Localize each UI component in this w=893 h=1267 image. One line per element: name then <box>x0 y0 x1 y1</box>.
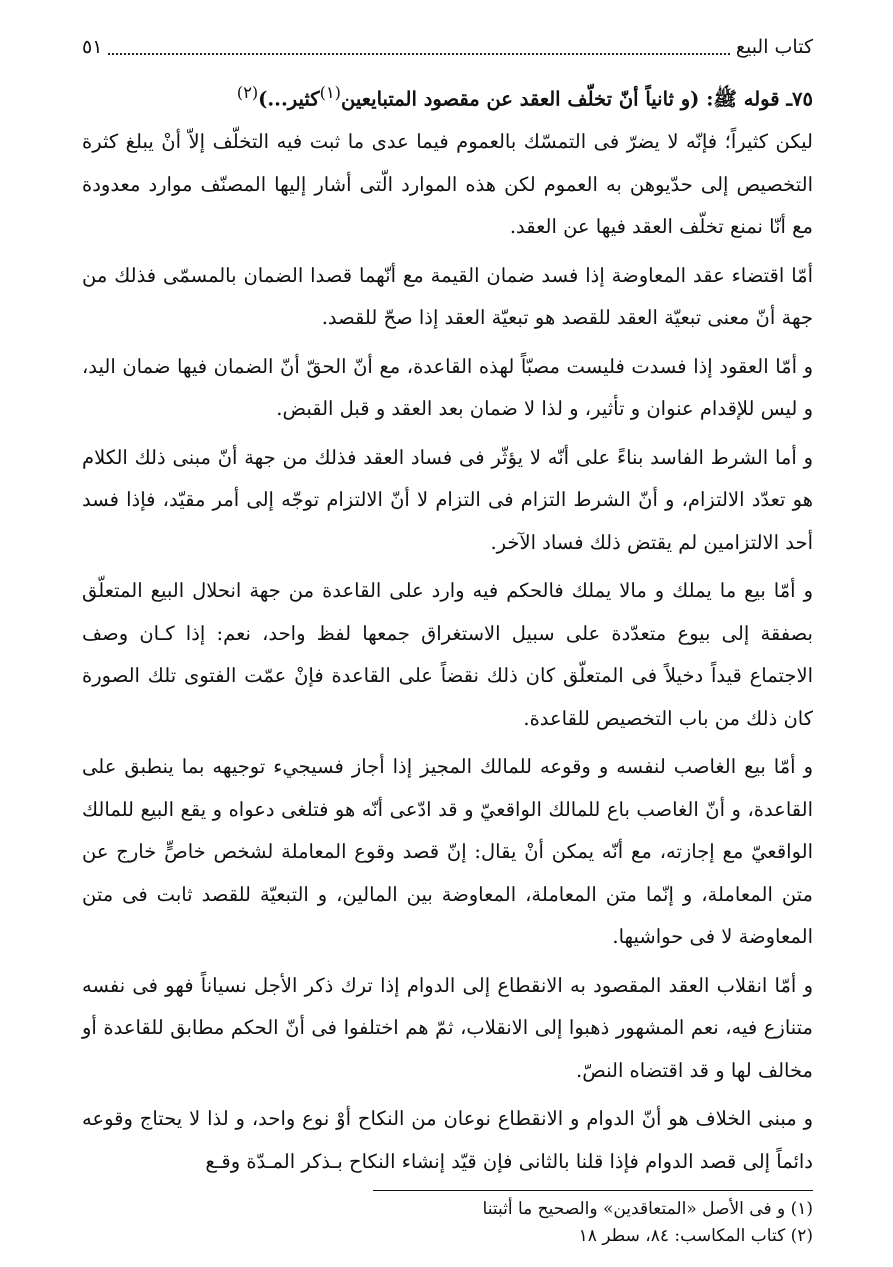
paragraph: و أمّا انقلاب العقد المقصود به الانقطاع إلى الدوام إذا ترك ذكر الأجل نسياناً فهو فى نفسه متنازع فيه، نعم المشهور ذهبوا إلى الانقلاب، ثمّ هم اختلفوا فى أنّ الحكم مطابق للقاعدة أو مخالف لها و قد اقتضاه النصّ. <box>82 973 813 1082</box>
paragraph: و أمّا بيع الغاصب لنفسه و وقوعه للمالك المجيز إذا أجاز فسيجيء توجيهه بما ينطبق على القاعدة، و أنّ الغاصب باع للمالك الواقعيّ و قد ادّعى أنّه هو فتلغى دعواه و يقع البيع للمالك الواقعيّ مع إجازته، مع أنّه يمكن أنْ يقال: إنّ قصد وقوع المعاملة لشخص خاصٍّ خارج عن متن المعاملة، و إنّما متن المعاملة، المعاوضة بين المالين، و التبعيّة للقصد ثابت فى متن المعاوضة لا فى حواشيها. <box>82 755 813 948</box>
paragraph: ليكن كثيراً؛ فإنّه لا يضرّ فى التمسّك بالعموم فيما عدى ما ثبت فيه التخلّف إلاّ أنْ يبلغ كثرة التخصيص إلى حدّيوهن به العموم لكن هذه الموارد الّتى أشار إليها المصنّف موارد معدودة مع أنّا نمنع تخلّف العقد فيها عن العقد. <box>82 130 813 238</box>
footnotes <box>253 1196 813 1250</box>
paragraph: و أمّا العقود إذا فسدت فليست مصبّاً لهذه القاعدة، مع أنّ الحقّ أنّ الضمان فيها ضمان اليد، و ليس للإقدام عنوان و تأثير، و لذا لا ضمان بعد العقد و قبل القبض. <box>82 354 813 420</box>
footnote-1: (١) و فى الأصل «المتعاقدين» والصحيح ما أثبتنا <box>482 1199 813 1219</box>
heading-text: ٧٥ـ قوله ﷺ: (و ثانياً أنّ تخلّف العقد عن مقصود المتبايعين <box>341 87 813 111</box>
footnote-ref-1: (١) <box>319 83 341 102</box>
running-header <box>82 30 813 64</box>
footnote-ref-2: (٢) <box>236 83 259 102</box>
paragraph: و مبنى الخلاف هو أنّ الدوام و الانقطاع نوعان من النكاح أوْ نوع واحد، و لذا لا يحتاج وقوعه دائماً إلى قصد الدوام فإذا قلنا بالثانى فإن قيّد إنشاء النكاح بـذكر المـدّة وقـع <box>82 1107 813 1173</box>
main-text <box>82 72 813 1189</box>
paragraph: و أمّا بيع ما يملك و مالا يملك فالحكم فيه وارد على القاعدة من جهة انحلال البيع المتعلّق بصفقة إلى بيوع متعدّدة على سبيل الاستغراق جمعها لفظ واحد، نعم: إذا كـان وصف الاجتماع قيداً دخيلاً فى المتعلّق كان ذلك نقضاً على القاعدة فإنْ عمّت الفتوى تلك الصورة كان ذلك من باب التخصيص للقاعدة. <box>82 579 813 730</box>
page-number: ٥١ <box>82 36 103 58</box>
book-title: كتاب البيع <box>735 36 813 58</box>
paragraph: و أما الشرط الفاسد بناءً على أنّه لا يؤثّر فى فساد العقد فذلك من جهة أنّ مبنى ذلك الكلام هو تعدّد الالتزام، و أنّ الشرط التزام فى التزام لا أنّ الالتزام توجّه إلى أمر مقيّد، فإذا فسد أحد الالتزامين لم يقتض ذلك فساد الآخر. <box>82 445 813 554</box>
footnote-2: (٢) كتاب المكاسب: ٨٤، سطر ١٨ <box>578 1226 813 1246</box>
heading-tail: كثير...) <box>258 87 320 111</box>
paragraph: أمّا اقتضاء عقد المعاوضة إذا فسد ضمان القيمة مع أنّهما قصدا الضمان بالمسمّى فذلك من جهة أنّ معنى تبعيّة العقد للقصد هو تبعيّة العقد إذا صحّ للقصد. <box>82 263 813 329</box>
footnote-separator <box>373 1190 813 1191</box>
section-heading <box>82 72 813 121</box>
dotted-leader <box>108 39 729 55</box>
